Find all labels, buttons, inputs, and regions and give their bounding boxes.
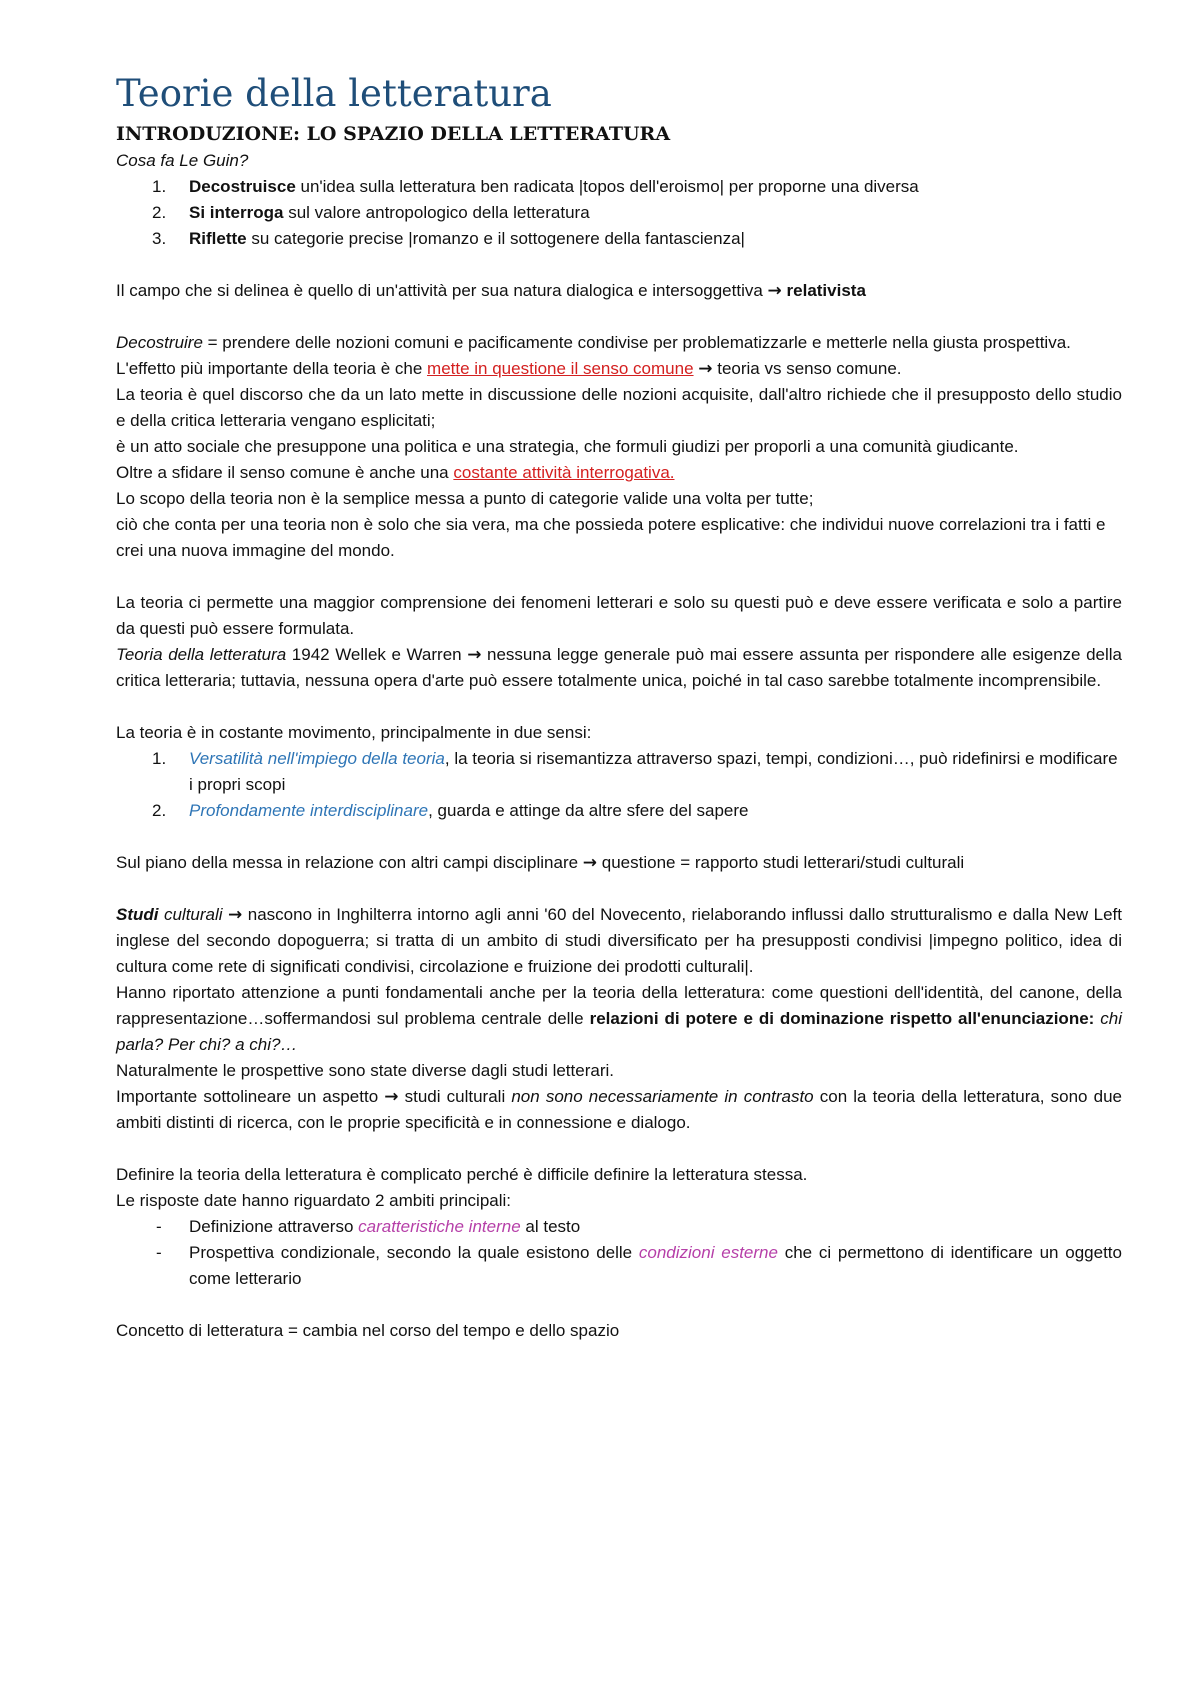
arrow-icon: → xyxy=(582,853,598,873)
section-heading: INTRODUZIONE: LO SPAZIO DELLA LETTERATURA xyxy=(116,123,671,145)
paragraph-naturalmente: Naturalmente le prospettive sono state diverse dagli studi letterari. xyxy=(116,1061,614,1080)
arrow-icon: → xyxy=(384,1087,399,1107)
paragraph-risposte: Le risposte date hanno riguardato 2 ambiti principali: xyxy=(116,1191,512,1210)
paragraph-effetto: L'effetto più importante della teoria è che mette in questione il senso comune → teoria vs senso comune. xyxy=(116,359,902,379)
paragraph-wellek: Teoria della letteratura 1942 Wellek e Warren → nessuna legge generale può mai essere assunta per rispondere alle esigenze della critica letteraria; tuttavia, nessuna opera d'arte può essere totalmente unica, poiché in tal caso sarebbe totalmente incomprensibile. xyxy=(116,645,1122,690)
numbered-list-movimento xyxy=(116,746,1122,824)
intro-question: Cosa fa Le Guin? xyxy=(116,151,249,170)
paragraph-movimento: La teoria è in costante movimento, principalmente in due sensi: xyxy=(116,723,592,742)
list-item: 1. Decostruisce un'idea sulla letteratura ben radicata |topos dell'eroismo| per proporne una diversa xyxy=(152,177,919,196)
list-item: - Definizione attraverso caratteristiche interne al testo xyxy=(156,1217,581,1236)
paragraph-definire: Definire la teoria della letteratura è complicato perché è difficile definire la letteratura stessa. xyxy=(116,1165,808,1184)
page-title: Teorie della letteratura xyxy=(116,72,552,115)
paragraph-importante: Importante sottolineare un aspetto → studi culturali non sono necessariamente in contrasto con la teoria della letteratura, sono due ambiti distinti di ricerca, con le proprie specificità e in connessione e dialogo. xyxy=(116,1087,1122,1132)
paragraph-discorso: La teoria è quel discorso che da un lato mette in discussione delle nozioni acquisite, dall'altro richiede che il presupposto dello studio e della critica letteraria vengano esplicitati; xyxy=(116,385,1122,430)
paragraph-hanno: Hanno riportato attenzione a punti fondamentali anche per la teoria della letteratura: come questioni dell'identità, del canone, della rappresentazione…soffermandosi sul problema centrale delle relazioni di potere e di dominazione rispetto all'enunciazione: chi parla? Per chi? a chi?… xyxy=(116,983,1123,1054)
paragraph-oltre: Oltre a sfidare il senso comune è anche una costante attività interrogativa. xyxy=(116,463,675,482)
list-item: 2. Si interroga sul valore antropologico della letteratura xyxy=(152,203,590,222)
list-item: - Prospettiva condizionale, secondo la quale esistono delle condizioni esterne che ci permettono di identificare un oggetto come letterario xyxy=(156,1243,1122,1288)
arrow-icon: → xyxy=(767,281,782,301)
arrow-icon: → xyxy=(698,359,713,379)
paragraph-conta: ciò che conta per una teoria non è solo che sia vera, ma che possieda potere esplicative: che individui nuove correlazioni tra i fatti e crei una nuova immagine del mondo. xyxy=(116,515,1106,560)
paragraph-decostruire: Decostruire = prendere delle nozioni comuni e pacificamente condivise per problematizzarle e metterle nella giusta prospettiva. xyxy=(116,333,1071,352)
arrow-icon: → xyxy=(467,645,482,665)
paragraph-permette: La teoria ci permette una maggior comprensione dei fenomeni letterari e solo su questi può e deve essere verificata e solo a partire da questi può essere formulata. xyxy=(116,593,1122,638)
paragraph-campo: Il campo che si delinea è quello di un'attività per sua natura dialogica e intersoggettiva → relativista xyxy=(116,281,866,301)
list-item: 2. Profondamente interdisciplinare, guarda e attinge da altre sfere del sapere xyxy=(152,801,749,820)
dash-list-ambiti xyxy=(116,1214,1122,1292)
paragraph-studi-culturali: Studi culturali → nascono in Inghilterra intorno agli anni '60 del Novecento, rielaborando influssi dallo strutturalismo e dalla New Left inglese del secondo dopoguerra; si tratta di un ambito di studi diversificato per ha presupposti condivisi |impegno politico, idea di cultura come rete di significati condivisi, circolazione e fruizione dei prodotti culturali|. xyxy=(116,905,1122,976)
list-item: 1. Versatilità nell'impiego della teoria, la teoria si risemantizza attraverso spazi, tempi, condizioni…, può ridefinirsi e modificare i propri scopi xyxy=(152,749,1118,794)
arrow-icon: → xyxy=(228,905,243,925)
paragraph-atto: è un atto sociale che presuppone una politica e una strategia, che formuli giudizi per proporli a una comunità giudicante. xyxy=(116,437,1019,456)
numbered-list-leguin xyxy=(116,174,1122,252)
paragraph-concetto: Concetto di letteratura = cambia nel corso del tempo e dello spazio xyxy=(116,1321,620,1340)
list-item: 3. Riflette su categorie precise |romanzo e il sottogenere della fantascienza| xyxy=(152,229,745,248)
document-page xyxy=(116,70,1122,1344)
paragraph-piano: Sul piano della messa in relazione con altri campi disciplinare → questione = rapporto studi letterari/studi culturali xyxy=(116,853,965,873)
paragraph-scopo: Lo scopo della teoria non è la semplice messa a punto di categorie valide una volta per tutte; xyxy=(116,489,814,508)
